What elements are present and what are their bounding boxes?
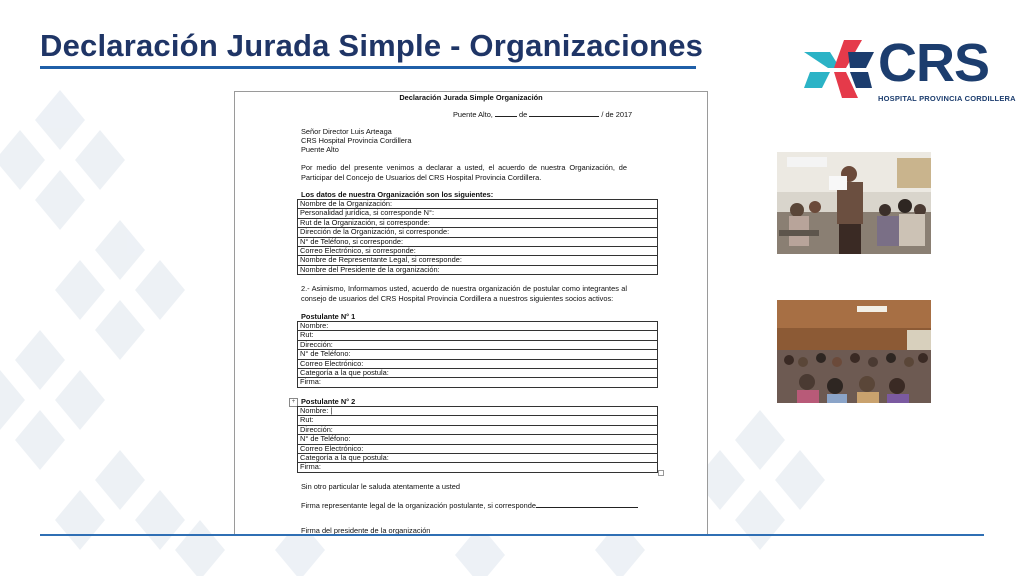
form-field[interactable]: N° de Teléfono: [298,350,658,359]
form-field[interactable]: Nombre del Presidente de la organización: [298,265,658,274]
meeting-presenter-photo [777,152,931,254]
table-row [298,265,658,274]
form-field[interactable]: Rut de la Organización, si corresponde: [298,218,658,227]
date-prefix: Puente Alto, [453,110,493,119]
signature-representative [301,500,638,511]
form-field[interactable]: Dirección de la Organización, si corresponde: [298,228,658,237]
form-field[interactable]: Nombre de la Organización: [298,200,658,209]
date-day-blank[interactable] [495,109,517,117]
document-title: Declaración Jurada Simple Organización [399,93,543,102]
document-date-line [453,109,632,120]
postulante-1-table [297,321,658,388]
table-row [298,425,658,434]
table-row [298,350,658,359]
signature-president: Firma del presidente de la organización [301,526,431,535]
signature-representative-blank[interactable] [536,500,638,508]
table-resize-handle-icon[interactable] [658,470,664,476]
form-field[interactable]: Categoría a la que postula: [298,454,658,463]
closing-line: Sin otro particular le saluda atentamente a usted [301,482,460,491]
table-row [298,256,658,265]
table-row [298,209,658,218]
footer-rule [40,534,984,536]
date-month-blank[interactable] [529,109,599,117]
postulante-2-table [297,406,658,473]
table-row [298,340,658,349]
postulante-2-heading: Postulante N° 2 [301,397,356,406]
form-field[interactable]: Categoría a la que postula: [298,369,658,378]
logo-text: CRS [878,33,990,93]
paragraph-2: 2.- Asimismo, Informamos usted, acuerdo de nuestra organización de postular como integrantes al consejo de usuarios del CRS Hospital Provincia Cordillera a nuestros siguientes socios activos: [301,284,627,303]
table-row [298,463,658,472]
date-de-2: / de 2017 [601,110,633,119]
form-field[interactable]: Firma: [298,378,658,387]
crs-logo [800,33,1016,104]
table-row [298,378,658,387]
table-row [298,454,658,463]
salutation-line-2: CRS Hospital Provincia Cordillera [301,136,412,145]
form-field[interactable]: N° de Teléfono, si corresponde: [298,237,658,246]
intro-paragraph: Por medio del presente venimos a declarar a usted, el acuerdo de nuestra Organización, de Participar del Concejo de Usuarios del CRS Hospital Provincia Cordillera. [301,163,627,182]
org-heading: Los datos de nuestra Organización son los siguientes: [301,190,494,199]
form-field[interactable]: Dirección: [298,425,658,434]
logo-subtitle: HOSPITAL PROVINCIA CORDILLERA [878,94,1016,103]
form-field[interactable]: Correo Electrónico: [298,444,658,453]
form-field[interactable]: Rut: [298,331,658,340]
table-row [298,369,658,378]
postulante-1-heading: Postulante N° 1 [301,312,356,321]
organization-data-table [297,199,658,275]
form-field[interactable]: Personalidad jurídica, si corresponde N°: [298,209,658,218]
table-row [298,228,658,237]
signature-representative-label: Firma representante legal de la organización postulante, si corresponde [301,501,536,510]
form-field[interactable]: Correo Electrónico: [298,359,658,368]
form-field[interactable]: Firma: [298,463,658,472]
table-move-handle-icon[interactable]: + [289,398,298,407]
table-row [298,416,658,425]
crs-cross-logo-icon [800,38,876,104]
table-row [298,407,658,416]
form-field[interactable]: Rut: [298,416,658,425]
slide-title: Declaración Jurada Simple - Organizaciones [40,28,704,63]
declaration-document [234,91,708,535]
form-field[interactable]: Nombre de Representante Legal, si corresponde: [298,256,658,265]
salutation-line-1: Señor Director Luis Arteaga [301,127,392,136]
salutation-line-3: Puente Alto [301,145,339,154]
audience-photo [777,300,931,403]
form-field[interactable]: Correo Electrónico, si corresponde: [298,247,658,256]
form-field[interactable]: N° de Teléfono: [298,435,658,444]
table-row [298,322,658,331]
form-field[interactable]: Nombre: [298,322,658,331]
form-field[interactable]: Nombre: | [298,407,658,416]
date-de-1: de [518,110,528,119]
table-row [298,435,658,444]
form-field[interactable]: Dirección: [298,340,658,349]
title-underline [40,66,696,69]
table-row [298,331,658,340]
